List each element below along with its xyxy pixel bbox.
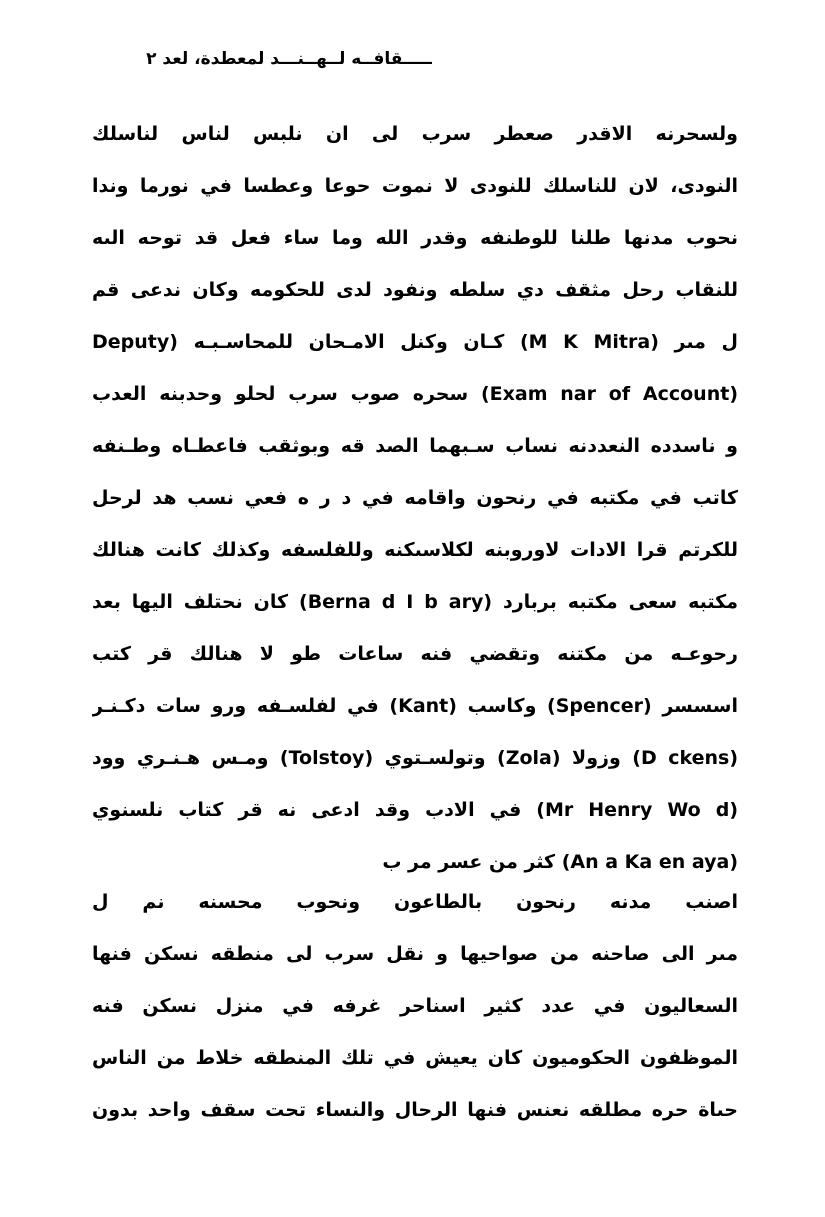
paragraph-1 [92, 108, 738, 888]
text-line: (An a Ka en aya) كثر من عسر مر ب [382, 851, 738, 873]
text-line: و ناسدده النعددنه نساب سـبهما الصد قه وبوثقب فاعطـاه وطـنفه [92, 435, 738, 457]
running-header: ـــــقافــه لــهــنـــد لمعطدة، لعد ٢ [146, 49, 432, 69]
text-line: كاتب في مكتبه في رنحون واقامه في د ر ه فعي نسب هد لرحل [92, 487, 738, 509]
text-line: للنقاب رحل مثقف دي سلطه ونفود لدى للحكومه وكان ندعى قم [92, 279, 738, 301]
text-line: اصنب مدنه رنحون بالطاعون ونحوب محسنه نم ل [92, 891, 738, 913]
text-line: السعاليون في عدد كثير اسناحر غرفه في منزل نسكن فنه [92, 995, 738, 1017]
text-line: مىر الى صاحنه من صواحيها و نقل سرب لى منطقه نسكن فنها [92, 943, 738, 965]
text-line: النودى، لان للناسلك للنودى لا نموت حوعا وعطسا في نورما وندا [92, 175, 738, 197]
text-line: للكرتم قرا الادات لاوروبنه لكلاسىكنه وللفلسفه وكذلك كانت هنالك [92, 539, 738, 561]
text-line: الموظفون الحكوميون كان يعيش في تلك المنطقه خلاط من الناس [92, 1047, 738, 1069]
text-line: (D ckens) وزولا (Zola) وتولسـتوي (Tolstoy) ومـس هـنـري وود [92, 747, 738, 769]
text-line: رحوعـه من مكتنه وتقضي فنه ساعات طو لا هنالك قر كتب [92, 643, 738, 665]
text-line: ولسحرنه الاقدر صعطر سرب لى ان نلبس لناس لناسلك [92, 123, 738, 145]
text-line: حىاة حره مطلقه نعنس فنها الرحال والنساء تحت سقف واحد بدون [92, 1099, 738, 1121]
text-line: (Mr Henry Wo d) في الادب وقد ادعى نه قر كتاب نلسنوي [92, 799, 738, 821]
text-line: ل مىر (M K Mitra) كـان وكنل الامـحان للمحاسـبـه (Deputy [92, 331, 738, 353]
text-line: (Exam nar of Account) سحره صوب سرب لحلو وحدبنه العدب [92, 383, 738, 405]
text-line: نحوب مدنها طلنا للوطنفه وقدر الله وما ساء فعل قد توحه الىه [92, 227, 738, 249]
text-line: مكتبه سعى مكتبه بربارد (Berna d I b ary) كان نحتلف اليها بعد [92, 591, 738, 613]
paragraph-2 [92, 876, 738, 1136]
text-line: اسسسر (Spencer) وكاسب (Kant) في لفلسـفه ورو سات دكـنـر [92, 695, 738, 717]
